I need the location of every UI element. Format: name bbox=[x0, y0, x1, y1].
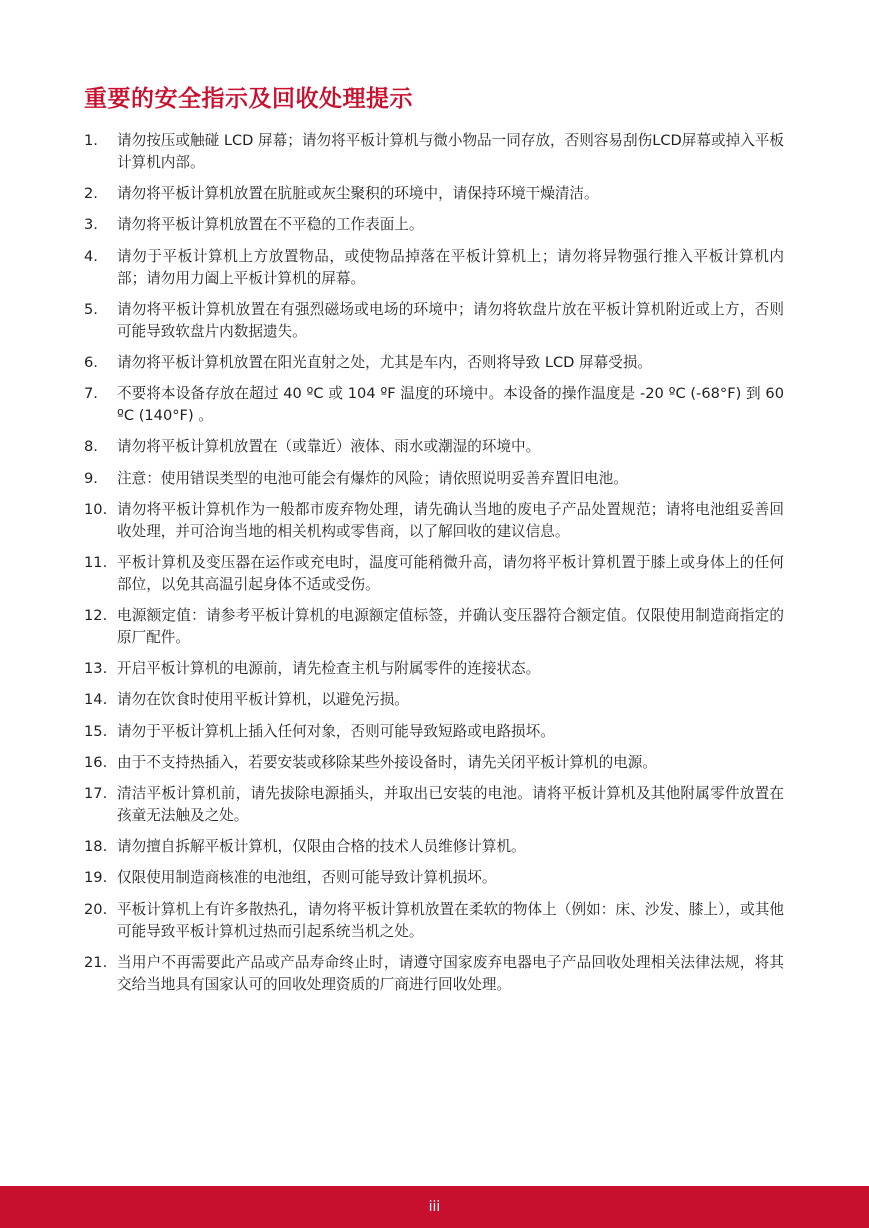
item-number: 14. bbox=[84, 691, 108, 709]
list-item bbox=[84, 605, 784, 649]
list-item bbox=[84, 721, 784, 743]
item-text: 仅限使用制造商核准的电池组，否则可能导致计算机损坏。 bbox=[117, 869, 497, 887]
list-item bbox=[84, 499, 784, 543]
list-item bbox=[84, 436, 784, 458]
list-item bbox=[84, 468, 784, 490]
item-number: 1. bbox=[84, 132, 98, 149]
item-number: 2. bbox=[84, 185, 98, 203]
item-text: 由于不支持热插入，若要安装或移除某些外接设备时，请先关闭平板计算机的电源。 bbox=[117, 753, 657, 771]
item-number: 20. bbox=[84, 900, 108, 918]
item-text: 当用户不再需要此产品或产品寿命终止时，请遵守国家废弃电器电子产品回收处理相关法律法规，将其交给当地具有国家认可的回收处理资质的厂商进行回收处理。 bbox=[117, 953, 784, 993]
list-item bbox=[84, 899, 784, 943]
item-text: 请勿将平板计算机放置在（或靠近）液体、雨水或潮湿的环境中。 bbox=[117, 438, 541, 456]
item-number: 16. bbox=[84, 753, 108, 771]
item-text: 请勿擅自拆解平板计算机，仅限由合格的技术人员维修计算机。 bbox=[117, 838, 526, 856]
list-item bbox=[84, 183, 784, 205]
list-item bbox=[84, 299, 784, 343]
item-number: 13. bbox=[84, 660, 108, 678]
item-number: 15. bbox=[84, 722, 108, 740]
instruction-list bbox=[84, 130, 784, 1005]
item-text: 请勿将平板计算机放置在不平稳的工作表面上。 bbox=[117, 216, 424, 234]
item-text: 电源额定值：请参考平板计算机的电源额定值标签，并确认变压器符合额定值。仅限使用制造商指定的原厂配件。 bbox=[117, 607, 784, 647]
item-number: 21. bbox=[84, 953, 108, 971]
item-number: 5. bbox=[84, 300, 98, 318]
list-item bbox=[84, 352, 784, 374]
list-item bbox=[84, 952, 784, 996]
item-text: 请勿于平板计算机上插入任何对象，否则可能导致短路或电路损坏。 bbox=[117, 722, 555, 740]
item-text: 请勿将平板计算机放置在阳光直射之处，尤其是车内，否则将导致 LCD 屏幕受损。 bbox=[117, 353, 653, 371]
footer-bar bbox=[0, 1186, 869, 1228]
item-text: 平板计算机及变压器在运作或充电时，温度可能稍微升高，请勿将平板计算机置于膝上或身体上的任何部位，以免其高温引起身体不适或受伤。 bbox=[117, 553, 784, 593]
item-text: 请勿按压或触碰 LCD 屏幕；请勿将平板计算机与微小物品一同存放，否则容易刮伤LCD屏幕或掉入平板计算机内部。 bbox=[117, 132, 784, 171]
item-text: 不要将本设备存放在超过 40 ºC 或 104 ºF 温度的环境中。本设备的操作温度是 -20 ºC (-68°F) 到 60 ºC (140°F) 。 bbox=[117, 385, 784, 425]
item-number: 18. bbox=[84, 838, 108, 856]
item-text: 请勿于平板计算机上方放置物品，或使物品掉落在平板计算机上；请勿将异物强行推入平板计算机内部；请勿用力阖上平板计算机的屏幕。 bbox=[117, 247, 784, 287]
list-item bbox=[84, 130, 784, 174]
page-number: iii bbox=[428, 1199, 441, 1215]
item-text: 注意：使用错误类型的电池可能会有爆炸的风险；请依照说明妥善弃置旧电池。 bbox=[117, 469, 628, 487]
list-item bbox=[84, 752, 784, 774]
list-item bbox=[84, 783, 784, 827]
item-text: 请勿将平板计算机放置在肮脏或灰尘聚积的环境中，请保持环境干燥清洁。 bbox=[117, 185, 599, 203]
item-number: 10. bbox=[84, 500, 108, 518]
list-item bbox=[84, 836, 784, 858]
item-text: 开启平板计算机的电源前，请先检查主机与附属零件的连接状态。 bbox=[117, 660, 541, 678]
item-number: 9. bbox=[84, 469, 98, 487]
item-text: 请勿将平板计算机作为一般都市废弃物处理，请先确认当地的废电子产品处置规范；请将电池组妥善回收处理，并可洽询当地的相关机构或零售商，以了解回收的建议信息。 bbox=[117, 500, 784, 540]
list-item bbox=[84, 552, 784, 596]
item-number: 12. bbox=[84, 607, 108, 625]
item-number: 6. bbox=[84, 353, 98, 371]
page-title: 重要的安全指示及回收处理提示 bbox=[84, 86, 413, 112]
item-number: 19. bbox=[84, 869, 108, 887]
list-item bbox=[84, 246, 784, 290]
item-number: 4. bbox=[84, 247, 98, 265]
item-text: 平板计算机上有许多散热孔，请勿将平板计算机放置在柔软的物体上（例如：床、沙发、膝上），或其他可能导致平板计算机过热而引起系统当机之处。 bbox=[117, 900, 784, 940]
list-item bbox=[84, 658, 784, 680]
item-number: 3. bbox=[84, 216, 98, 234]
list-item bbox=[84, 867, 784, 889]
item-number: 7. bbox=[84, 385, 98, 403]
item-text: 请勿在饮食时使用平板计算机，以避免污损。 bbox=[117, 691, 409, 709]
item-number: 11. bbox=[84, 553, 108, 571]
item-number: 8. bbox=[84, 438, 98, 456]
list-item bbox=[84, 383, 784, 427]
item-text: 请勿将平板计算机放置在有强烈磁场或电场的环境中；请勿将软盘片放在平板计算机附近或上方，否则可能导致软盘片内数据遗失。 bbox=[117, 300, 784, 340]
list-item bbox=[84, 214, 784, 236]
item-number: 17. bbox=[84, 785, 108, 802]
list-item bbox=[84, 689, 784, 711]
item-text: 清洁平板计算机前，请先拔除电源插头，并取出已安装的电池。请将平板计算机及其他附属零件放置在孩童无法触及之处。 bbox=[117, 785, 784, 824]
